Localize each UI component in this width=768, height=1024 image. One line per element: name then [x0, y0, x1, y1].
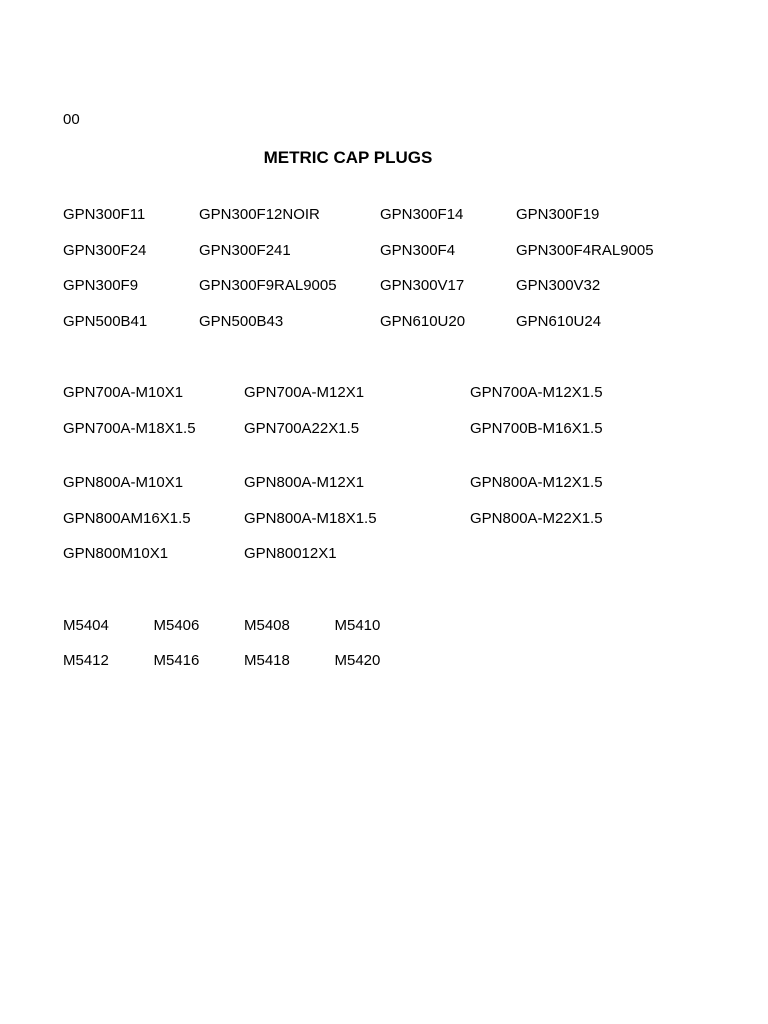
part-number: M5412 [63, 652, 109, 669]
part-list-m54 [63, 617, 425, 670]
part-number: GPN800A-M12X1 [244, 474, 365, 491]
part-list-gpn700 [63, 384, 620, 438]
part-number: GPN300F9 [63, 277, 139, 295]
part-number: M5420 [334, 652, 381, 669]
part-number: GPN300V17 [380, 277, 465, 295]
part-number: GPN300F19 [516, 206, 600, 223]
part-number: M5404 [63, 617, 109, 634]
part-number: GPN300F241 [199, 241, 291, 259]
part-number: M5416 [153, 652, 200, 669]
part-number: GPN300F4RAL9005 [516, 241, 654, 259]
part-number: GPN500B43 [199, 313, 284, 331]
page-number: 00 [63, 111, 80, 128]
part-number: M5406 [153, 617, 200, 634]
part-number: GPN610U24 [516, 313, 602, 331]
part-number: GPN700A-M18X1.5 [63, 419, 196, 437]
part-number: GPN300F11 [63, 206, 146, 223]
part-number: GPN80012X1 [244, 545, 337, 563]
part-number: GPN800AM16X1.5 [63, 509, 191, 527]
part-number: GPN700B-M16X1.5 [470, 419, 603, 437]
part-number: GPN300F9RAL9005 [199, 277, 337, 295]
part-number: GPN700A-M12X1 [244, 384, 365, 401]
part-number: GPN800A-M22X1.5 [470, 509, 603, 527]
part-number: M5418 [244, 652, 290, 669]
part-number: GPN700A22X1.5 [244, 419, 360, 437]
part-number: GPN700A-M12X1.5 [470, 384, 603, 401]
part-number: GPN800A-M12X1.5 [470, 474, 603, 491]
part-number: GPN300F14 [380, 206, 464, 223]
part-number: GPN300V32 [516, 277, 601, 295]
part-number: GPN800A-M10X1 [63, 474, 184, 491]
part-number: M5410 [334, 617, 381, 634]
part-number: GPN300F4 [380, 241, 456, 259]
part-number: GPN300F24 [63, 241, 147, 259]
part-list-gpn300 [63, 206, 666, 331]
part-number: GPN300F12NOIR [199, 206, 320, 223]
part-number: GPN800M10X1 [63, 545, 169, 563]
part-number: GPN700A-M10X1 [63, 384, 184, 401]
part-number: GPN500B41 [63, 313, 148, 331]
page-title: METRIC CAP PLUGS [263, 148, 433, 167]
part-number: GPN610U20 [380, 313, 466, 331]
part-number: GPN800A-M18X1.5 [244, 509, 377, 527]
part-list-gpn800 [63, 474, 620, 563]
part-number: M5408 [244, 617, 290, 634]
